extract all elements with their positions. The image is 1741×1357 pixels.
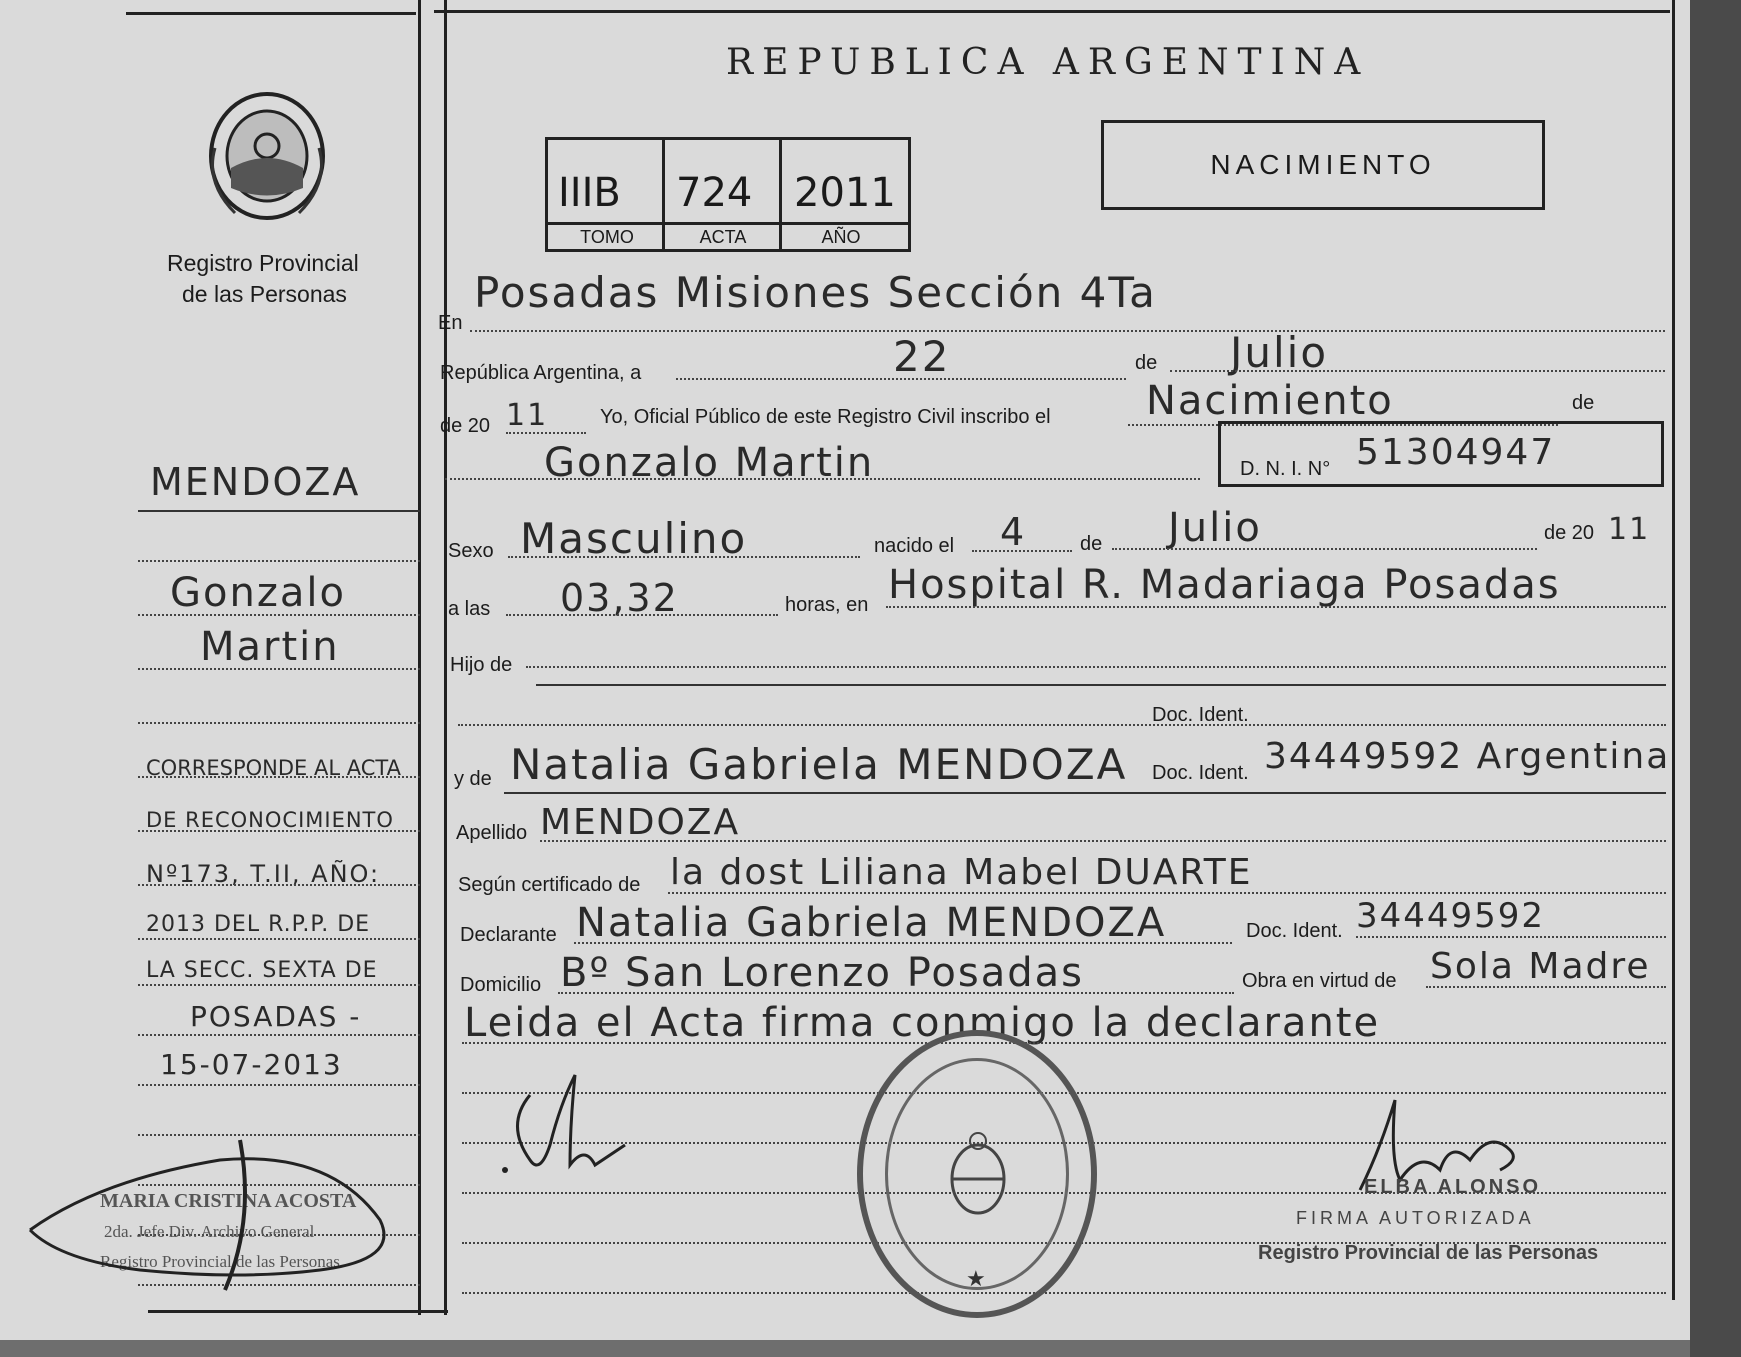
line-hijo-de	[526, 666, 1666, 668]
margin-note-line-2: DE RECONOCIMIENTO	[146, 808, 394, 832]
label-segun: Según certificado de	[458, 874, 641, 896]
tomo-label: TOMO	[580, 227, 634, 247]
value-apellido: MENDOZA	[540, 802, 741, 843]
line-lugar-nac	[886, 606, 1666, 608]
line-declarante	[574, 942, 1232, 944]
label-yo-oficial: Yo, Oficial Público de este Registro Civil inscribo el	[600, 406, 1051, 428]
tomo-value: IIIB	[558, 170, 621, 216]
margin-divider-inner	[444, 0, 447, 1315]
value-nac-mes: Julio	[1168, 505, 1262, 551]
line-hora	[506, 614, 778, 616]
value-dia: 22	[893, 332, 951, 381]
page-right-border	[1672, 0, 1675, 1300]
label-horas-en: horas, en	[785, 594, 869, 616]
line-dia	[676, 378, 1126, 380]
top-rule-left	[126, 12, 416, 15]
margin-line-8	[138, 938, 420, 940]
margin-line-1	[138, 560, 420, 562]
value-nac-dia: 4	[1000, 510, 1027, 554]
margin-line-5	[138, 776, 420, 778]
line-apellido	[540, 840, 1666, 842]
line-blank-5	[462, 1292, 1666, 1294]
margin-apellido: MENDOZA	[150, 460, 361, 504]
line-en	[470, 330, 1665, 332]
margin-line-2	[138, 614, 420, 616]
act-type-label: NACIMIENTO	[1210, 149, 1436, 180]
page-title: REPUBLICA ARGENTINA	[726, 42, 1370, 83]
label-de-final: de	[1572, 392, 1595, 414]
line-observacion	[462, 1042, 1666, 1044]
act-type-box	[1101, 120, 1545, 210]
official-seal	[857, 1030, 1097, 1318]
margin-line-4	[138, 722, 420, 724]
anio-value: 2011	[794, 170, 896, 216]
label-doc-ident-2: Doc. Ident.	[1152, 762, 1249, 784]
line-mes	[1170, 370, 1665, 372]
value-declarante-doc: 34449592	[1356, 896, 1546, 936]
value-madre: Natalia Gabriela MENDOZA	[510, 740, 1128, 789]
value-domicilio: Bº San Lorenzo Posadas	[560, 950, 1084, 996]
margin-stamp-role: 2da. Jefe Div. Archivo General	[104, 1222, 315, 1241]
margin-stamp-org: Registro Provincial de las Personas	[100, 1252, 340, 1271]
label-nacido-el: nacido el	[874, 535, 955, 557]
margin-line-3	[138, 668, 420, 670]
label-a-las: a las	[448, 598, 491, 620]
acta-value: 724	[676, 170, 753, 216]
label-doc-ident-1: Doc. Ident.	[1152, 704, 1249, 726]
argentina-coat-of-arms-icon	[938, 1131, 1018, 1221]
value-nombre: Gonzalo Martin	[544, 440, 875, 486]
top-rule-right	[434, 10, 1670, 13]
margin-nombre1: Gonzalo	[170, 570, 346, 616]
line-y-de	[504, 792, 1666, 794]
margin-line-7	[138, 884, 420, 886]
margin-note-line-5: LA SECC. SEXTA DE	[146, 958, 378, 983]
label-y-de: y de	[454, 768, 492, 790]
value-obra-virtud: Sola Madre	[1430, 946, 1651, 987]
label-dni: D. N. I. N°	[1240, 458, 1331, 480]
registry-name-line2: de las Personas	[182, 281, 347, 307]
label-domicilio: Domicilio	[460, 974, 542, 996]
label-de-nac: de	[1080, 533, 1103, 555]
margin-nombre2: Martin	[200, 624, 340, 670]
line-obra	[1426, 986, 1666, 988]
label-apellido: Apellido	[456, 822, 528, 844]
label-obra: Obra en virtud de	[1242, 970, 1397, 992]
margin-note-line-4: 2013 DEL R.P.P. DE	[146, 912, 371, 937]
margin-line-6	[138, 830, 420, 832]
margin-line-10	[138, 1034, 420, 1036]
margin-line-apellido	[138, 510, 420, 512]
value-hora: 03,32	[560, 576, 679, 620]
line-domicilio	[558, 992, 1234, 994]
value-certificado: la dost Liliana Mabel DUARTE	[670, 852, 1253, 893]
label-declarante: Declarante	[460, 924, 557, 946]
bottom-rule	[148, 1310, 448, 1313]
label-de-20: de 20	[440, 415, 491, 437]
margin-note-line-6: POSADAS -	[190, 1000, 362, 1033]
value-acto: Nacimiento	[1146, 378, 1394, 424]
provincial-crest-icon	[205, 88, 330, 223]
anio-label: AÑO	[821, 227, 861, 247]
value-observacion: Leida el Acta firma conmigo la declarante	[464, 1000, 1381, 1046]
label-hijo-de: Hijo de	[450, 654, 513, 676]
seal-star-icon: ★	[966, 1266, 986, 1291]
label-doc-ident-3: Doc. Ident.	[1246, 920, 1343, 942]
value-madre-doc: 34449592 Argentina	[1264, 736, 1671, 777]
value-mes: Julio	[1230, 328, 1329, 377]
acta-label: ACTA	[699, 227, 747, 247]
margin-note-line-1: CORRESPONDE AL ACTA	[146, 756, 401, 780]
margin-note-line-7: 15-07-2013	[160, 1048, 343, 1081]
label-de-20-nac: de 20	[1544, 522, 1595, 544]
line-anio-corto	[506, 432, 586, 434]
value-nac-anio: 11	[1608, 512, 1651, 547]
label-de-mes: de	[1135, 352, 1158, 374]
line-nombre	[445, 478, 1200, 480]
line-declarante-doc	[1356, 936, 1666, 938]
margin-line-11	[138, 1084, 420, 1086]
margin-note-line-3: Nº173, T.II, AÑO:	[146, 860, 381, 888]
margin-line-9	[138, 984, 420, 986]
value-dni: 51304947	[1356, 432, 1556, 473]
register-box	[545, 137, 911, 252]
binding-edge	[1690, 0, 1741, 1357]
margin-stamp-name: MARIA CRISTINA ACOSTA	[100, 1190, 357, 1212]
margin-divider	[418, 0, 421, 1315]
value-lugar-nac: Hospital R. Madariaga Posadas	[888, 562, 1561, 608]
label-sexo: Sexo	[448, 540, 494, 562]
value-lugar: Posadas Misiones Sección 4Ta	[474, 268, 1157, 317]
value-sexo: Masculino	[520, 514, 748, 563]
registry-name-line1: Registro Provincial	[167, 250, 359, 276]
label-en: En	[438, 312, 463, 334]
official-name: ELBA ALONSO	[1364, 1176, 1542, 1198]
official-role: FIRMA AUTORIZADA	[1296, 1208, 1535, 1228]
label-republica-a: República Argentina, a	[440, 362, 642, 384]
underline-hijo-de	[536, 684, 1666, 686]
value-anio-corto: 11	[506, 398, 549, 433]
line-sexo	[508, 556, 860, 558]
line-certificado	[668, 892, 1666, 894]
official-org: Registro Provincial de las Personas	[1258, 1242, 1599, 1264]
line-nac-mes	[1112, 548, 1537, 550]
margin-signature-icon	[20, 1120, 420, 1300]
line-nac-dia	[972, 550, 1072, 552]
value-declarante: Natalia Gabriela MENDOZA	[576, 900, 1167, 946]
line-doc-ident-1	[458, 724, 1666, 726]
declarant-signature-icon	[500, 1065, 630, 1195]
